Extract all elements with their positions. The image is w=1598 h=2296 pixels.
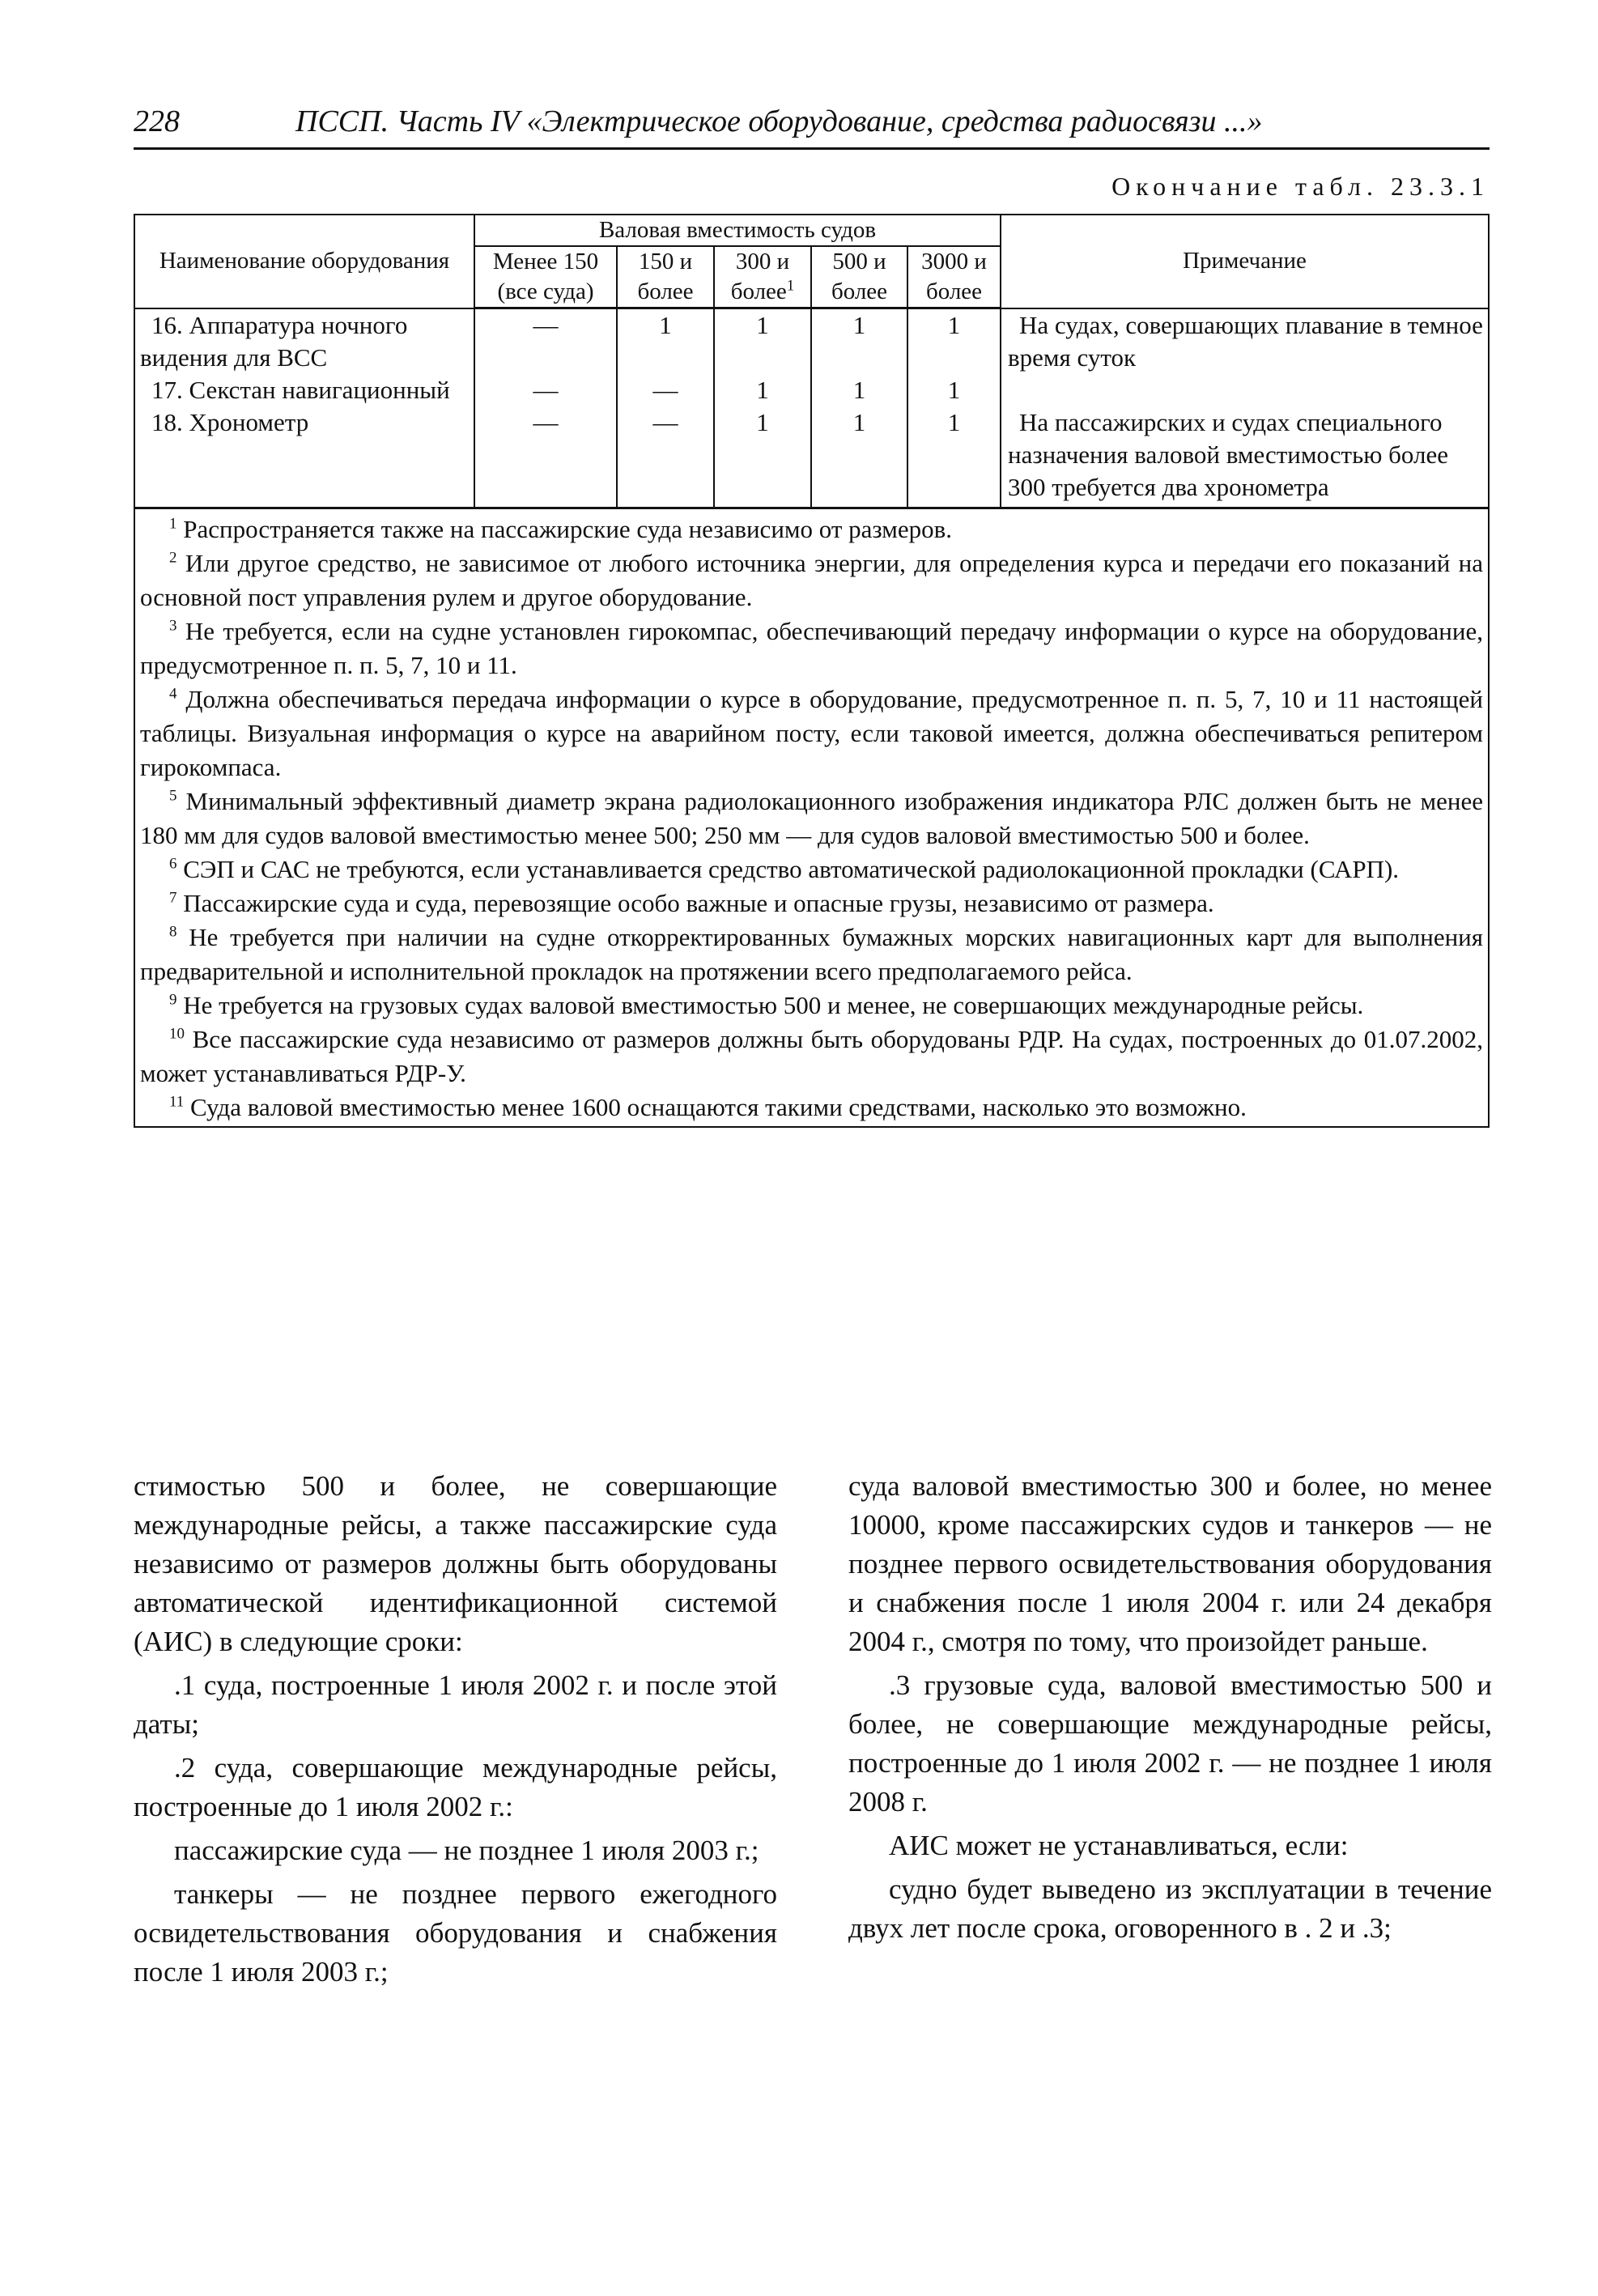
quantity-cell: 1 bbox=[907, 374, 1001, 406]
footnote-text: Должна обеспечиваться передача информации о курсе в оборудование, предусмотренное п. п. 5, 7, 10 и 11 настоящей таблицы. Визуальная информация о курсе на аварийном посту, если таковой имеется, должна обеспечиваться репитером гирокомпаса. bbox=[140, 684, 1484, 781]
footnote bbox=[140, 682, 1483, 784]
quantity-cell: 1 bbox=[617, 308, 714, 374]
footnote-number: 9 bbox=[169, 991, 177, 1009]
paragraph: АИС может не устанавливаться, если: bbox=[889, 1830, 1349, 1861]
footnote-number: 10 bbox=[169, 1025, 185, 1043]
footnote-number: 8 bbox=[169, 923, 177, 941]
equipment-name: 16. Аппаратура ночного видения для ВСС bbox=[134, 308, 474, 374]
footnote-text: Не требуется при наличии на судне откорректированных бумажных морских навигационных карт для выполнения предварительной и исполнительной прокладок на протяжении всего предполагаемого рейса. bbox=[140, 922, 1484, 985]
note-cell: На судах, совершающих плавание в темное время суток bbox=[1001, 308, 1489, 374]
quantity-cell: — bbox=[474, 406, 617, 508]
footnote-number: 6 bbox=[169, 855, 177, 873]
note-cell: На пассажирских и судах специального назначения валовой вместимостью более 300 требуется два хронометра bbox=[1001, 406, 1489, 508]
footnote-text: Или другое средство, не зависимое от любого источника энергии, для определения курса и передачи его показаний на основной пост управления рулем и другое оборудование. bbox=[140, 548, 1484, 611]
quantity-cell: 1 bbox=[907, 406, 1001, 508]
running-header bbox=[134, 104, 1490, 150]
quantity-cell: 1 bbox=[811, 406, 907, 508]
footnote-text: Минимальный эффективный диаметр экрана радиолокационного изображения индикатора РЛС должен быть не менее 180 мм для судов валовой вместимостью менее 500; 250 мм — для судов валовой вместимостью 500 и более. bbox=[140, 786, 1484, 849]
footnote bbox=[140, 1091, 1483, 1125]
sub-column-header: 500 и более bbox=[811, 246, 907, 308]
quantity-cell: — bbox=[617, 374, 714, 406]
sub-column-header: 150 и более bbox=[617, 246, 714, 308]
table-caption: Окончание табл. 23.3.1 bbox=[1111, 172, 1490, 201]
footnote-number: 11 bbox=[169, 1093, 185, 1111]
footnote-text: Суда валовой вместимостью менее 1600 оснащаются такими средствами, насколько это возможно. bbox=[190, 1092, 1247, 1121]
quantity-cell: 1 bbox=[907, 308, 1001, 374]
note-cell bbox=[1001, 374, 1489, 406]
quantity-cell: 1 bbox=[714, 308, 811, 374]
column-header-group: Валовая вместимость судов bbox=[474, 215, 1001, 246]
footnote bbox=[140, 887, 1483, 921]
footnotes bbox=[134, 508, 1489, 1127]
quantity-cell: — bbox=[617, 406, 714, 508]
equipment-table bbox=[134, 214, 1490, 1128]
footnote bbox=[140, 852, 1483, 887]
equipment-name: 18. Хронометр bbox=[134, 406, 474, 508]
equipment-name: 17. Секстан навигационный bbox=[134, 374, 474, 406]
paragraph: судно будет выведено из эксплуатации в течение двух лет после срока, оговоренного в . 2 и .3; bbox=[848, 1873, 1492, 1944]
paragraph: .3 грузовые суда, валовой вместимостью 500 и более, не совершающие международные рейсы, построенные до 1 июля 2002 г. — не позднее 1 июля 2008 г. bbox=[848, 1669, 1492, 1818]
column-header-name: Наименование оборудования bbox=[134, 215, 474, 308]
quantity-cell: 1 bbox=[811, 374, 907, 406]
sub-column-label: 300 и более bbox=[730, 249, 790, 304]
quantity-cell: 1 bbox=[714, 406, 811, 508]
body-column-right bbox=[848, 1467, 1492, 1953]
footnote-number: 1 bbox=[169, 515, 177, 533]
footnote bbox=[140, 546, 1483, 614]
sub-column-header bbox=[714, 246, 811, 308]
footnote bbox=[140, 512, 1483, 546]
footnote-text: Пассажирские суда и суда, перевозящие особо важные и опасные грузы, независимо от размера. bbox=[183, 888, 1214, 917]
footnote bbox=[140, 921, 1483, 989]
quantity-cell: 1 bbox=[811, 308, 907, 374]
sub-column-header: 3000 и более bbox=[907, 246, 1001, 308]
table-row bbox=[134, 374, 1489, 406]
body-column-left bbox=[134, 1467, 777, 1996]
paragraph: пассажирские суда — не позднее 1 июля 2003 г.; bbox=[174, 1835, 759, 1866]
footnote-text: Все пассажирские суда независимо от размеров должны быть оборудованы РДР. На судах, построенных до 01.07.2002, может устанавливаться РДР-У. bbox=[140, 1024, 1483, 1087]
paragraph: стимостью 500 и более, не совершающие международные рейсы, а также пассажирские суда независимо от размеров должны быть оборудованы автоматической идентификационной системой (АИС) в следующие сроки: bbox=[134, 1470, 777, 1657]
footnote bbox=[140, 614, 1483, 682]
table-row bbox=[134, 308, 1489, 374]
quantity-cell: — bbox=[474, 308, 617, 374]
footnote-text: Не требуется, если на судне установлен гирокомпас, обеспечивающий передачу информации о курсе на оборудование, предусмотренное п. п. 5, 7, 10 и 11. bbox=[140, 616, 1483, 679]
footnote-number: 5 bbox=[169, 787, 177, 805]
paragraph: суда валовой вместимостью 300 и более, но менее 10000, кроме пассажирских судов и танкеров — не позднее первого освидетельствования оборудования и снабжения после 1 июля 2004 г. или 24 декабря 2004 г., смотря по тому, что произойдет раньше. bbox=[848, 1470, 1492, 1657]
footnote-number: 7 bbox=[169, 889, 177, 907]
footnote bbox=[140, 1023, 1483, 1091]
footnote bbox=[140, 989, 1483, 1023]
column-header-note: Примечание bbox=[1001, 215, 1489, 308]
table-row bbox=[134, 406, 1489, 508]
paragraph: .1 суда, построенные 1 июля 2002 г. и после этой даты; bbox=[134, 1669, 777, 1740]
footnote-number: 3 bbox=[169, 617, 177, 635]
footnote-ref: 1 bbox=[786, 277, 795, 295]
page-number: 228 bbox=[134, 104, 180, 138]
running-title: ПССП. Часть IV «Электрическое оборудование, средства радиосвязи ...» bbox=[295, 104, 1263, 138]
paragraph: танкеры — не позднее первого ежегодного освидетельствования оборудования и снабжения после 1 июля 2003 г.; bbox=[134, 1878, 777, 1988]
footnote-text: СЭП и САС не требуются, если устанавливается средство автоматической радиолокационной прокладки (САРП). bbox=[183, 854, 1400, 883]
footnote-text: Не требуется на грузовых судах валовой вместимостью 500 и менее, не совершающих международные рейсы. bbox=[183, 990, 1364, 1019]
sub-column-header: Менее 150 (все суда) bbox=[474, 246, 617, 308]
footnote-number: 4 bbox=[169, 685, 177, 703]
footnote-number: 2 bbox=[169, 549, 177, 567]
quantity-cell: — bbox=[474, 374, 617, 406]
footnote bbox=[140, 784, 1483, 852]
quantity-cell: 1 bbox=[714, 374, 811, 406]
paragraph: .2 суда, совершающие международные рейсы, построенные до 1 июля 2002 г.: bbox=[134, 1752, 777, 1822]
footnote-text: Распространяется также на пассажирские суда независимо от размеров. bbox=[183, 514, 952, 543]
